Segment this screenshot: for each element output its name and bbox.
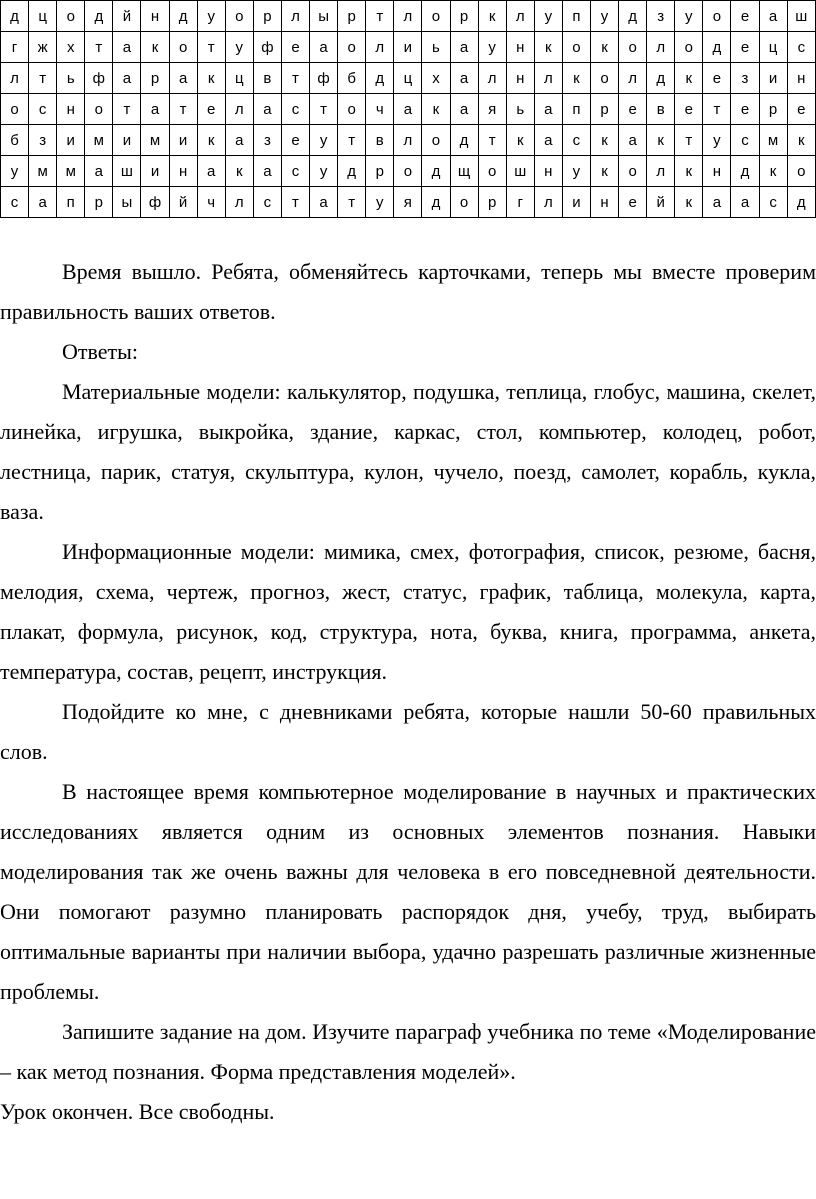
grid-cell: л	[225, 187, 253, 218]
paragraph-material-models: Материальные модели: калькулятор, подушка, теплица, глобус, машина, скелет, линейка, игрушка, выкройка, здание, каркас, стол, компьютер, колодец, робот, лестница, парик, статуя, скульптура, кулон, чучело, поезд, самолет, корабль, кукла, ваза.	[0, 379, 816, 524]
grid-cell: р	[759, 94, 787, 125]
grid-cell: е	[197, 94, 225, 125]
grid-cell: т	[675, 125, 703, 156]
grid-cell: о	[422, 1, 450, 32]
grid-cell: ц	[394, 63, 422, 94]
paragraph-homework: Запишите задание на дом. Изучите параграф учебника по теме «Моделирование – как метод познания. Форма представления моделей».	[0, 1019, 816, 1084]
grid-cell: ч	[366, 94, 394, 125]
grid-cell: н	[787, 63, 815, 94]
grid-cell: а	[113, 32, 141, 63]
grid-cell: т	[29, 63, 57, 94]
grid-cell: е	[731, 94, 759, 125]
grid-cell: с	[731, 125, 759, 156]
grid-cell: з	[731, 63, 759, 94]
grid-cell: л	[647, 156, 675, 187]
grid-cell: а	[450, 32, 478, 63]
grid-cell: ц	[225, 63, 253, 94]
grid-cell: о	[422, 125, 450, 156]
grid-cell: а	[703, 187, 731, 218]
grid-cell: з	[647, 1, 675, 32]
grid-cell: с	[562, 125, 590, 156]
grid-cell: й	[113, 1, 141, 32]
grid-cell: н	[169, 156, 197, 187]
grid-cell: ф	[253, 32, 281, 63]
grid-cell: д	[338, 156, 366, 187]
grid-cell: л	[534, 187, 562, 218]
grid-cell: у	[366, 187, 394, 218]
grid-cell: о	[57, 1, 85, 32]
grid-cell: л	[394, 125, 422, 156]
grid-cell: а	[141, 94, 169, 125]
grid-cell: т	[366, 1, 394, 32]
paragraph-diaries: Подойдите ко мне, с дневниками ребята, которые нашли 50-60 правильных слов.	[0, 699, 816, 764]
grid-cell: с	[29, 94, 57, 125]
grid-cell: ы	[310, 1, 338, 32]
grid-cell: о	[562, 32, 590, 63]
grid-cell: б	[338, 63, 366, 94]
grid-cell: й	[647, 187, 675, 218]
grid-cell: р	[141, 63, 169, 94]
grid-row	[1, 187, 816, 218]
grid-cell: ф	[85, 63, 113, 94]
grid-cell: я	[394, 187, 422, 218]
grid-cell: о	[450, 187, 478, 218]
grid-cell: о	[703, 1, 731, 32]
grid-cell: е	[731, 32, 759, 63]
grid-cell: а	[113, 63, 141, 94]
grid-cell: т	[281, 63, 309, 94]
grid-cell: о	[675, 32, 703, 63]
grid-cell: у	[703, 125, 731, 156]
grid-cell: у	[534, 1, 562, 32]
grid-cell: о	[169, 32, 197, 63]
grid-row	[1, 156, 816, 187]
grid-cell: к	[197, 125, 225, 156]
grid-cell: у	[310, 125, 338, 156]
grid-cell: е	[281, 125, 309, 156]
grid-cell: а	[450, 94, 478, 125]
grid-cell: а	[225, 125, 253, 156]
grid-cell: и	[394, 32, 422, 63]
grid-cell: а	[169, 63, 197, 94]
grid-cell: р	[450, 1, 478, 32]
grid-cell: к	[562, 63, 590, 94]
grid-cell: а	[253, 156, 281, 187]
grid-cell: о	[338, 94, 366, 125]
paragraph-information-models: Информационные модели: мимика, смех, фотография, список, резюме, басня, мелодия, схема, чертеж, прогноз, жест, статус, график, таблица, молекула, карта, плакат, формула, рисунок, код, структура, нота, буква, книга, программа, анкета, температура, состав, рецепт, инструкция.	[0, 539, 816, 684]
grid-cell: л	[534, 63, 562, 94]
grid-cell: а	[534, 125, 562, 156]
grid-cell: у	[675, 1, 703, 32]
grid-cell: р	[478, 187, 506, 218]
grid-cell: д	[703, 32, 731, 63]
grid-row	[1, 32, 816, 63]
grid-cell: н	[534, 156, 562, 187]
grid-cell: к	[506, 125, 534, 156]
grid-cell: а	[619, 125, 647, 156]
grid-cell: и	[113, 125, 141, 156]
grid-row	[1, 125, 816, 156]
grid-cell: д	[422, 156, 450, 187]
grid-cell: т	[338, 125, 366, 156]
grid-cell: б	[1, 125, 29, 156]
grid-cell: л	[647, 32, 675, 63]
grid-cell: а	[394, 94, 422, 125]
grid-cell: к	[590, 156, 618, 187]
grid-cell: ф	[141, 187, 169, 218]
grid-cell: е	[619, 94, 647, 125]
grid-cell: к	[590, 125, 618, 156]
grid-cell: с	[787, 32, 815, 63]
grid-cell: г	[506, 187, 534, 218]
grid-cell: п	[562, 94, 590, 125]
grid-cell: н	[57, 94, 85, 125]
grid-cell: г	[1, 32, 29, 63]
grid-cell: в	[253, 63, 281, 94]
grid-cell: к	[787, 125, 815, 156]
grid-cell: о	[619, 156, 647, 187]
grid-cell: к	[590, 32, 618, 63]
grid-cell: я	[478, 94, 506, 125]
grid-cell: ш	[506, 156, 534, 187]
grid-cell: р	[253, 1, 281, 32]
grid-cell: к	[141, 32, 169, 63]
grid-cell: с	[759, 187, 787, 218]
grid-cell: о	[338, 32, 366, 63]
grid-cell: о	[1, 94, 29, 125]
grid-cell: д	[787, 187, 815, 218]
grid-cell: а	[450, 63, 478, 94]
grid-cell: е	[281, 32, 309, 63]
grid-cell: р	[338, 1, 366, 32]
grid-cell: и	[759, 63, 787, 94]
grid-cell: о	[590, 63, 618, 94]
grid-cell: о	[619, 32, 647, 63]
letter-table	[0, 0, 816, 218]
paragraph-time-up: Время вышло. Ребята, обменяйтесь карточками, теперь мы вместе проверим правильность ваших ответов.	[0, 259, 816, 324]
grid-cell: ь	[57, 63, 85, 94]
grid-cell: к	[197, 63, 225, 94]
grid-cell: с	[1, 187, 29, 218]
grid-cell: д	[1, 1, 29, 32]
grid-cell: к	[675, 63, 703, 94]
grid-cell: к	[422, 94, 450, 125]
grid-cell: м	[29, 156, 57, 187]
grid-cell: в	[647, 94, 675, 125]
grid-cell: м	[85, 125, 113, 156]
grid-cell: о	[85, 94, 113, 125]
grid-cell: д	[85, 1, 113, 32]
grid-cell: з	[29, 125, 57, 156]
grid-cell: м	[141, 125, 169, 156]
grid-cell: ж	[29, 32, 57, 63]
grid-cell: т	[478, 125, 506, 156]
grid-cell: у	[197, 1, 225, 32]
grid-cell: п	[562, 1, 590, 32]
grid-cell: х	[57, 32, 85, 63]
grid-cell: р	[366, 156, 394, 187]
grid-cell: д	[647, 63, 675, 94]
grid-cell: к	[534, 32, 562, 63]
grid-cell: л	[225, 94, 253, 125]
grid-cell: т	[85, 32, 113, 63]
grid-cell: а	[731, 187, 759, 218]
grid-cell: и	[57, 125, 85, 156]
grid-cell: в	[366, 125, 394, 156]
grid-cell: к	[759, 156, 787, 187]
grid-cell: а	[310, 187, 338, 218]
grid-cell: а	[197, 156, 225, 187]
grid-cell: л	[619, 63, 647, 94]
grid-cell: е	[675, 94, 703, 125]
grid-row	[1, 1, 816, 32]
grid-cell: ф	[310, 63, 338, 94]
grid-cell: а	[29, 187, 57, 218]
grid-cell: з	[253, 125, 281, 156]
grid-cell: х	[422, 63, 450, 94]
grid-cell: а	[253, 94, 281, 125]
grid-cell: ц	[759, 32, 787, 63]
grid-cell: у	[310, 156, 338, 187]
grid-cell: е	[703, 63, 731, 94]
grid-cell: д	[731, 156, 759, 187]
grid-cell: о	[478, 156, 506, 187]
grid-cell: к	[225, 156, 253, 187]
grid-cell: а	[310, 32, 338, 63]
grid-cell: д	[450, 125, 478, 156]
grid-cell: т	[197, 32, 225, 63]
grid-cell: ы	[113, 187, 141, 218]
grid-cell: ш	[787, 1, 815, 32]
grid-cell: д	[366, 63, 394, 94]
grid-row	[1, 94, 816, 125]
grid-cell: е	[619, 187, 647, 218]
grid-cell: т	[310, 94, 338, 125]
grid-cell: к	[675, 187, 703, 218]
word-search-grid	[0, 0, 816, 218]
paragraph-answers-heading: Ответы:	[62, 339, 139, 364]
grid-cell: у	[562, 156, 590, 187]
grid-cell: т	[281, 187, 309, 218]
grid-cell: ь	[422, 32, 450, 63]
grid-cell: п	[57, 187, 85, 218]
grid-cell: м	[57, 156, 85, 187]
grid-cell: н	[141, 1, 169, 32]
grid-cell: с	[253, 187, 281, 218]
grid-cell: и	[141, 156, 169, 187]
grid-cell: ш	[113, 156, 141, 187]
grid-cell: е	[787, 94, 815, 125]
paragraph-computer-modeling: В настоящее время компьютерное моделирование в научных и практических исследованиях является одним из основных элементов познания. Навыки моделирования так же очень важны для человека в его повседневной деятельности. Они помогают разумно планировать распорядок дня, учебу, труд, выбирать оптимальные варианты при наличии выбора, удачно разрешать различные жизненные проблемы.	[0, 779, 816, 1004]
paragraph-lesson-over: Урок окончен. Все свободны.	[0, 1099, 275, 1124]
grid-cell: л	[394, 1, 422, 32]
grid-cell: л	[506, 1, 534, 32]
grid-cell: т	[338, 187, 366, 218]
grid-cell: у	[1, 156, 29, 187]
grid-cell: м	[759, 125, 787, 156]
grid-row	[1, 63, 816, 94]
grid-cell: д	[619, 1, 647, 32]
grid-cell: у	[478, 32, 506, 63]
grid-cell: ч	[197, 187, 225, 218]
grid-cell: л	[366, 32, 394, 63]
grid-cell: а	[85, 156, 113, 187]
grid-cell: т	[113, 94, 141, 125]
grid-cell: с	[281, 94, 309, 125]
grid-cell: о	[225, 1, 253, 32]
grid-cell: л	[478, 63, 506, 94]
grid-cell: н	[703, 156, 731, 187]
grid-cell: й	[169, 187, 197, 218]
grid-cell: р	[590, 94, 618, 125]
grid-cell: р	[85, 187, 113, 218]
grid-cell: а	[534, 94, 562, 125]
grid-cell: н	[506, 63, 534, 94]
grid-cell: а	[759, 1, 787, 32]
grid-cell: у	[225, 32, 253, 63]
grid-cell: ц	[29, 1, 57, 32]
grid-cell: о	[394, 156, 422, 187]
grid-cell: л	[281, 1, 309, 32]
grid-cell: щ	[450, 156, 478, 187]
grid-cell: е	[731, 1, 759, 32]
grid-cell: д	[422, 187, 450, 218]
grid-cell: д	[169, 1, 197, 32]
grid-cell: т	[169, 94, 197, 125]
grid-cell: у	[590, 1, 618, 32]
grid-cell: и	[169, 125, 197, 156]
grid-cell: о	[787, 156, 815, 187]
grid-cell: н	[590, 187, 618, 218]
grid-cell: к	[675, 156, 703, 187]
grid-cell: т	[703, 94, 731, 125]
grid-cell: к	[478, 1, 506, 32]
grid-cell: л	[1, 63, 29, 94]
grid-cell: н	[506, 32, 534, 63]
grid-cell: к	[647, 125, 675, 156]
grid-cell: с	[281, 156, 309, 187]
lesson-text	[0, 252, 816, 1132]
grid-cell: и	[562, 187, 590, 218]
grid-cell: ь	[506, 94, 534, 125]
